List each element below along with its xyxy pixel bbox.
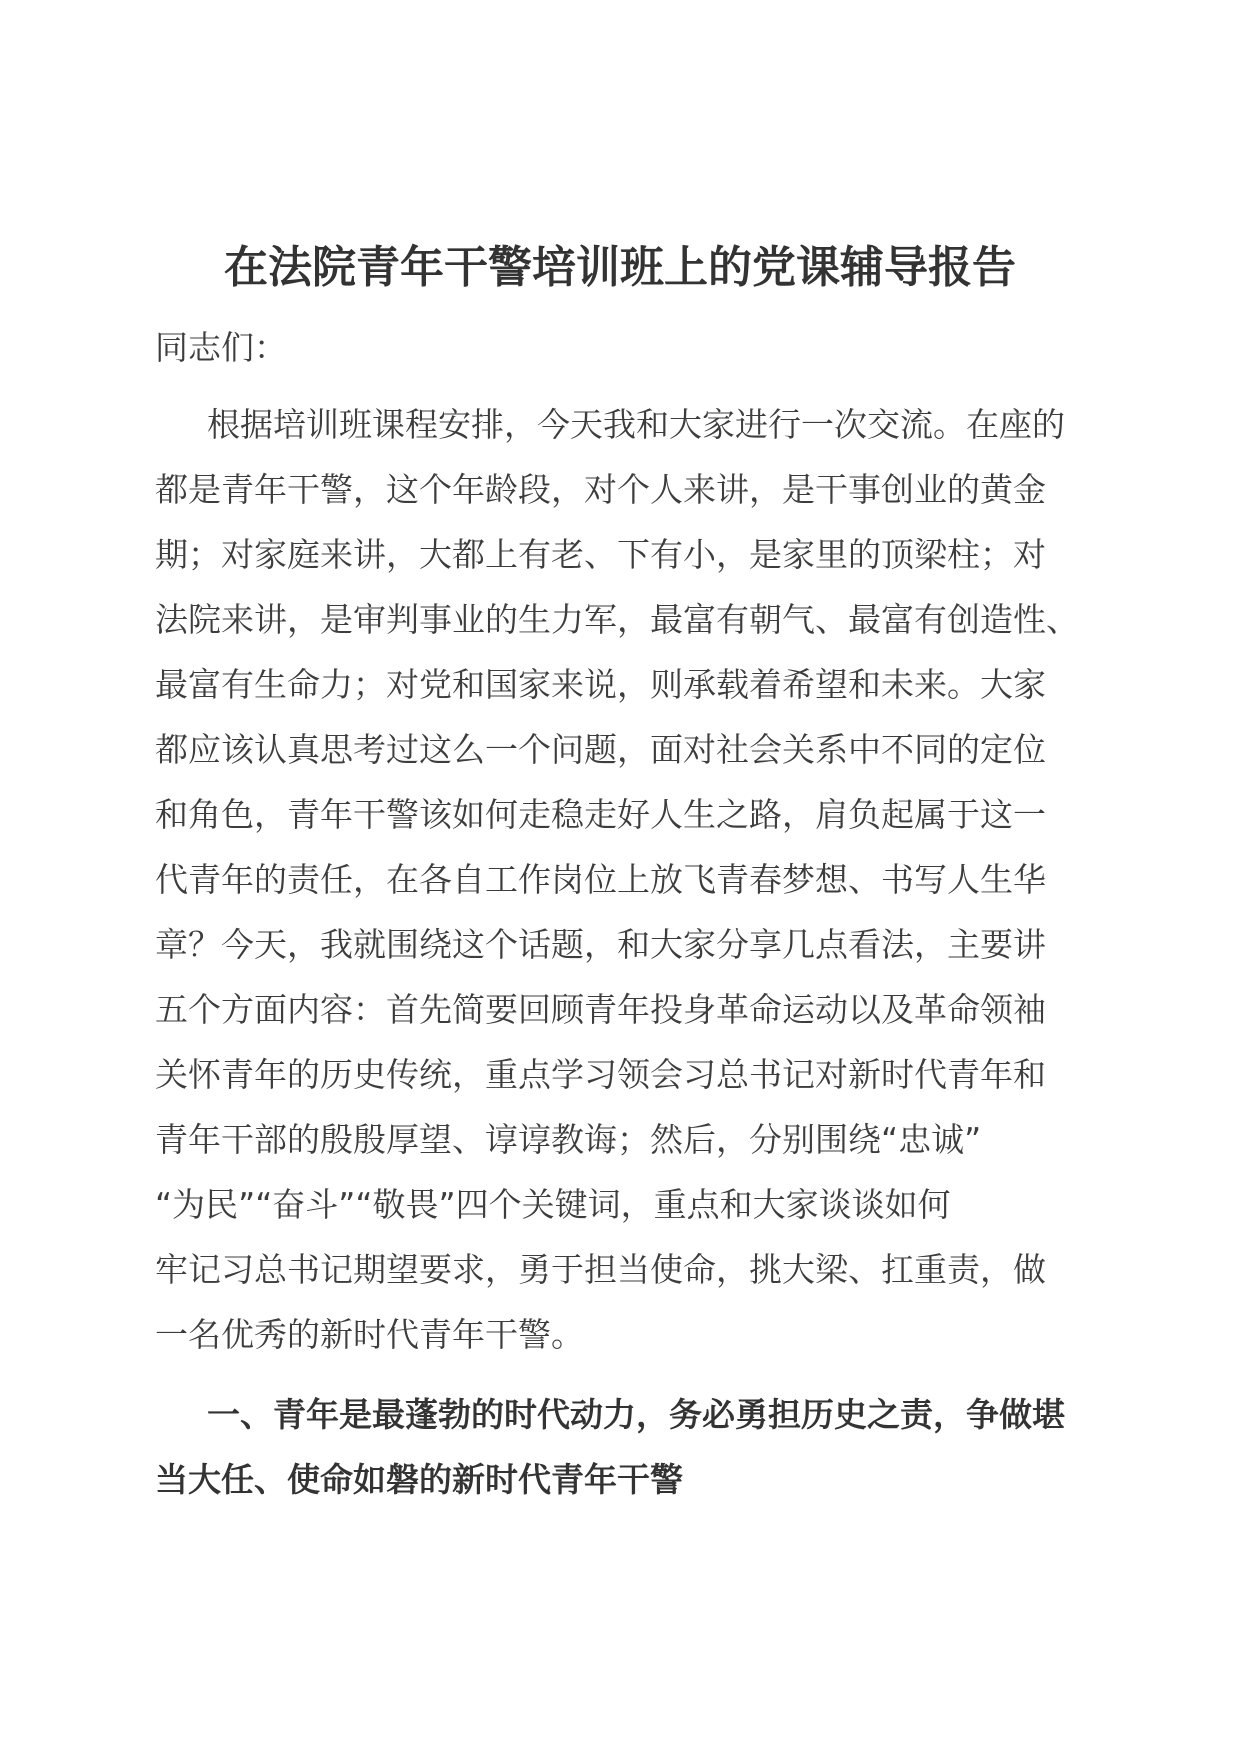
paragraph-line: 关怀青年的历史传统，重点学习领会习总书记对新时代青年和: [155, 1055, 1046, 1094]
paragraph-line: 一名优秀的新时代青年干警。: [155, 1315, 584, 1354]
paragraph-line: 五个方面内容：首先简要回顾青年投身革命运动以及革命领袖: [155, 990, 1046, 1029]
document-title: 在法院青年干警培训班上的党课辅导报告: [224, 242, 1016, 293]
paragraph-line: 代青年的责任，在各自工作岗位上放飞青春梦想、书写人生华: [155, 860, 1046, 899]
paragraph-line: 根据培训班课程安排，今天我和大家进行一次交流。在座的: [207, 405, 1065, 444]
paragraph-line: 青年干部的殷殷厚望、谆谆教诲；然后，分别围绕“忠诚”: [155, 1120, 982, 1159]
paragraph-line: 法院来讲，是审判事业的生力军，最富有朝气、最富有创造性、: [155, 600, 1079, 639]
section-heading: [155, 1382, 1090, 1512]
greeting-line: 同志们：: [155, 328, 287, 367]
paragraph-line: “为民”“奋斗”“敬畏”四个关键词，重点和大家谈谈如何: [155, 1185, 951, 1224]
paragraph-line: 和角色，青年干警该如何走稳走好人生之路，肩负起属于这一: [155, 795, 1046, 834]
paragraph-line: 都是青年干警，这个年龄段，对个人来讲，是干事创业的黄金: [155, 470, 1046, 509]
paragraph-line: 牢记习总书记期望要求，勇于担当使命，挑大梁、扛重责，做: [155, 1250, 1046, 1289]
paragraph-line: 都应该认真思考过这么一个问题，面对社会关系中不同的定位: [155, 730, 1046, 769]
paragraph-line: 期；对家庭来讲，大都上有老、下有小，是家里的顶梁柱；对: [155, 535, 1046, 574]
body-paragraph: [155, 392, 1090, 1367]
section-heading-line: 当大任、使命如磐的新时代青年干警: [155, 1460, 683, 1499]
paragraph-line: 章？今天，我就围绕这个话题，和大家分享几点看法，主要讲: [155, 925, 1046, 964]
section-heading-line: 一、青年是最蓬勃的时代动力，务必勇担历史之责，争做堪: [207, 1395, 1065, 1434]
paragraph-line: 最富有生命力；对党和国家来说，则承载着希望和未来。大家: [155, 665, 1046, 704]
